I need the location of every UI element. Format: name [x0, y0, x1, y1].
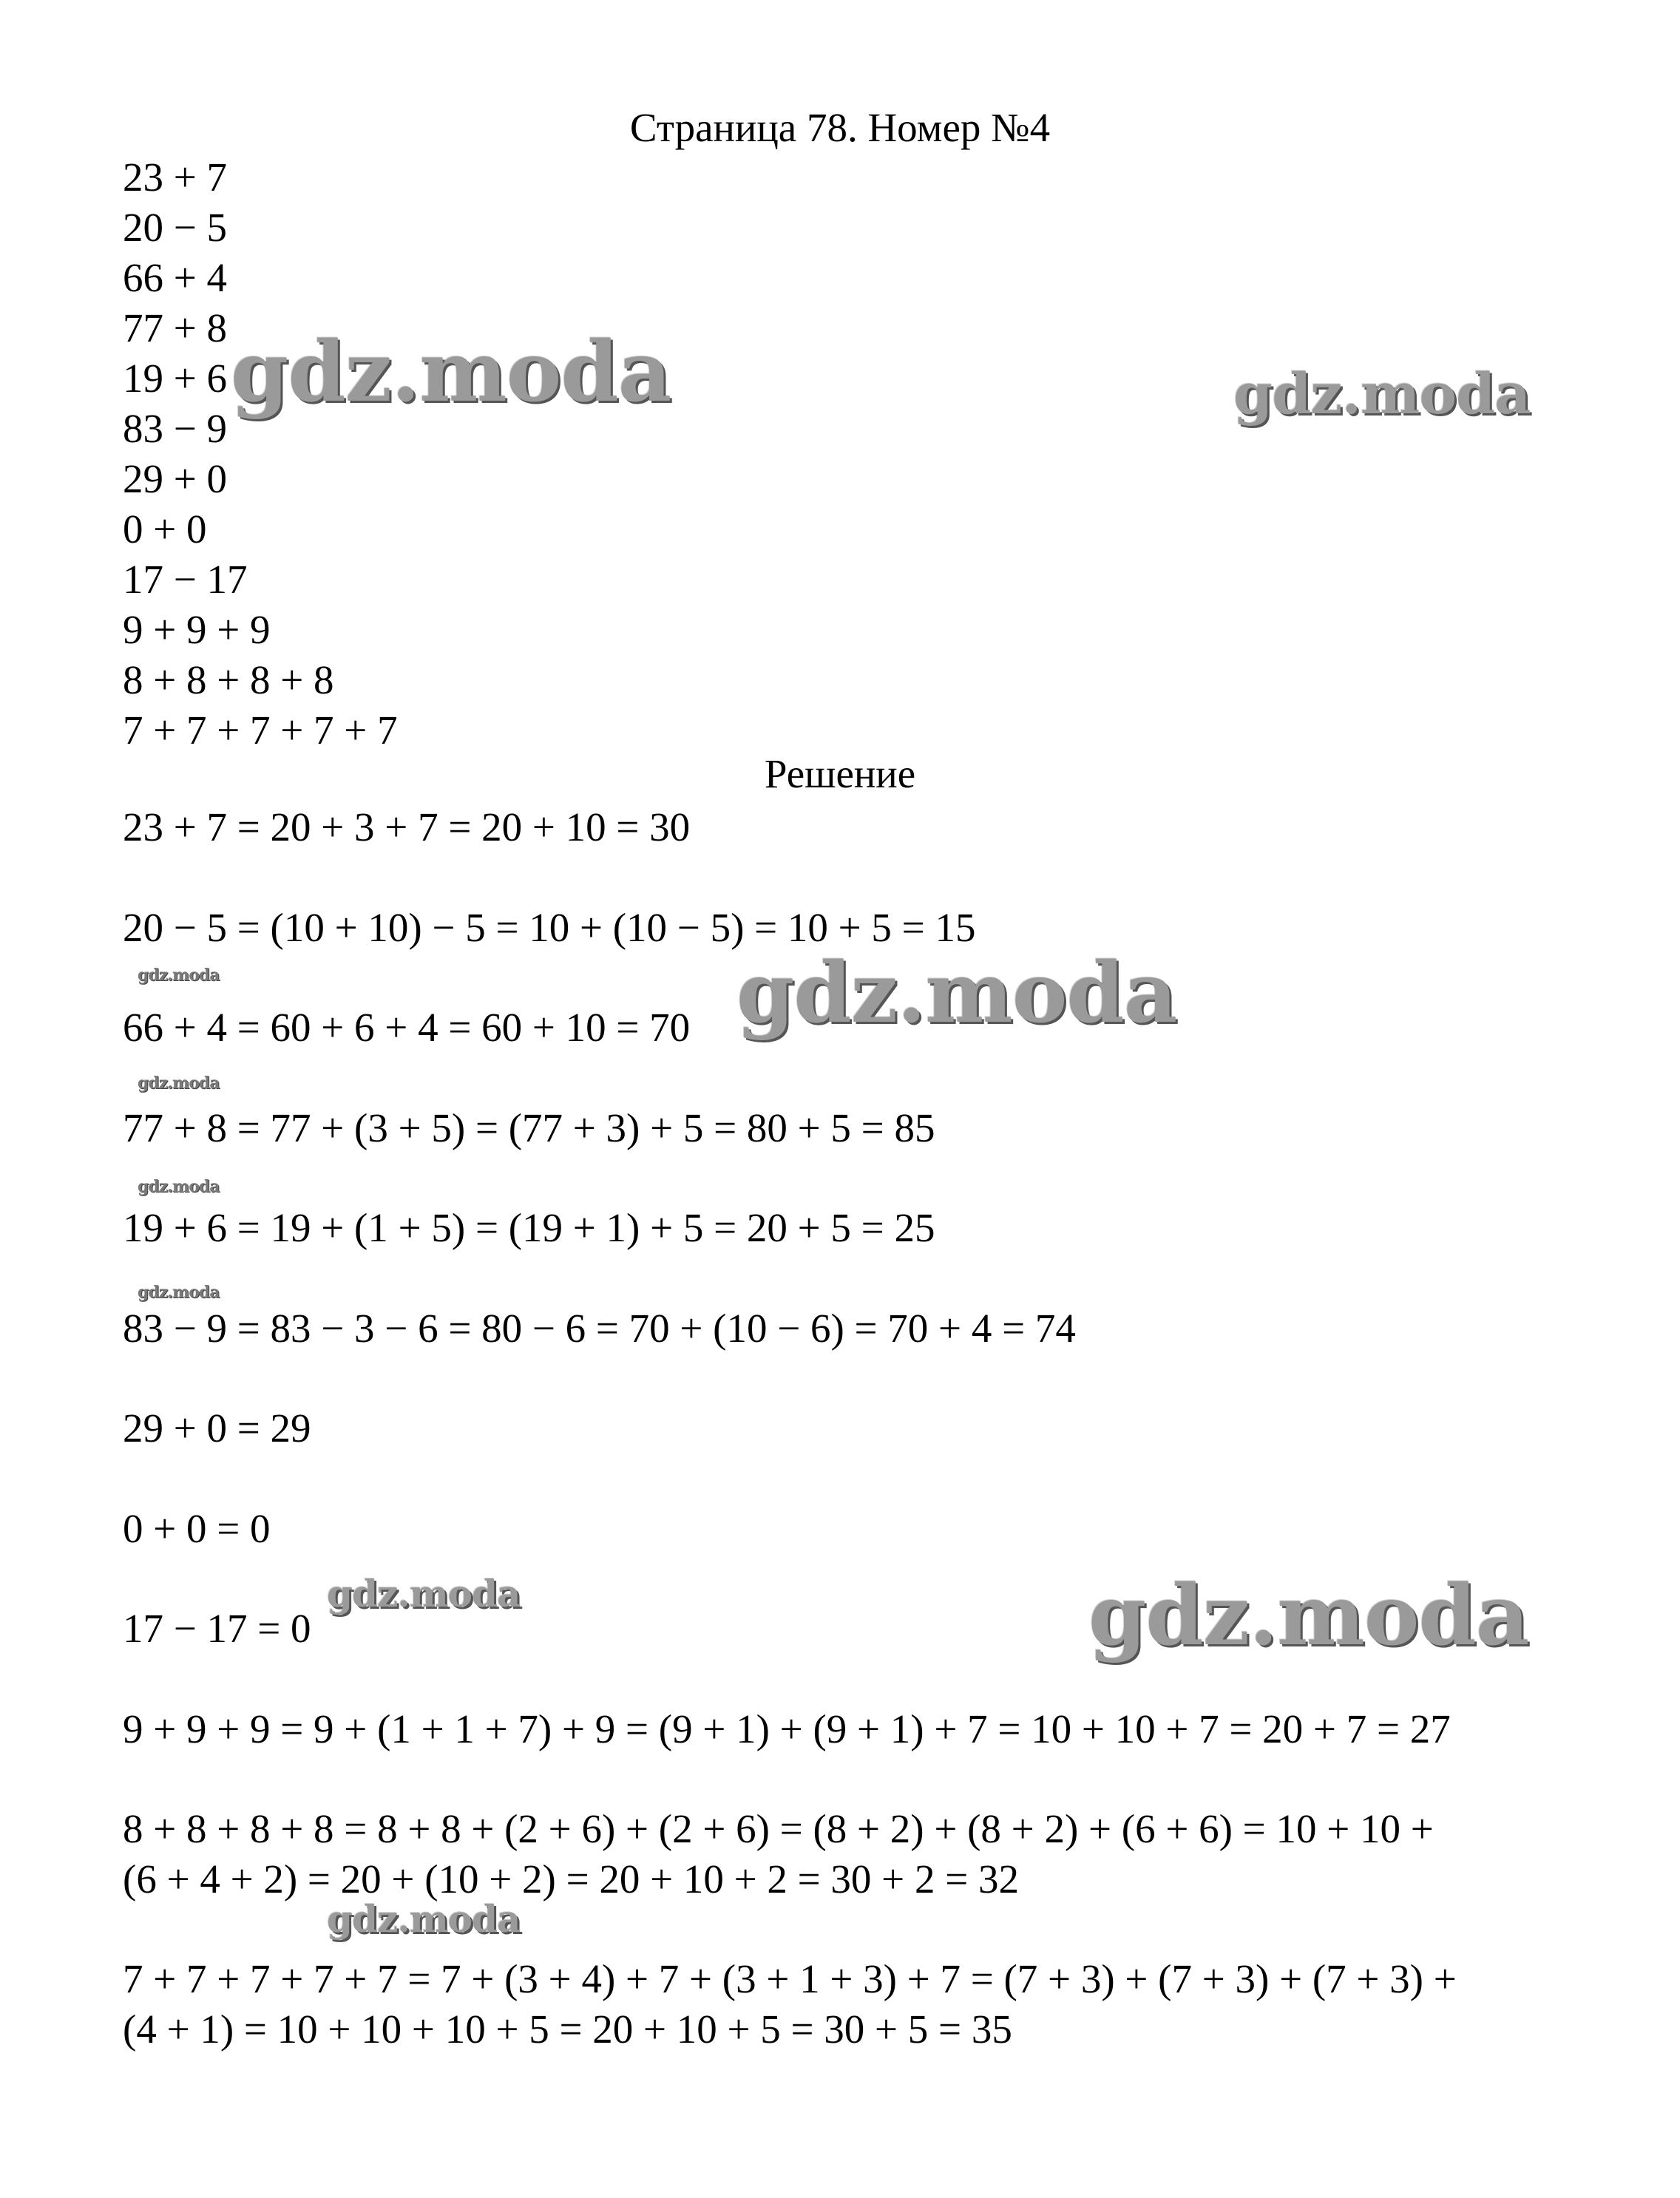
- solution-line-8: 0 + 0 = 0: [123, 1506, 271, 1551]
- page-title: Страница 78. Номер №4: [629, 105, 1051, 150]
- solution-line-7: 29 + 0 = 29: [123, 1405, 311, 1451]
- solution-line-14: (4 + 1) = 10 + 10 + 10 + 5 = 20 + 10 + 5 = 30 + 5 = 35: [123, 2007, 1012, 2052]
- watermark-logo: gdz.moda: [138, 1177, 220, 1196]
- watermark-logo: gdz.moda: [138, 1073, 220, 1093]
- solution-line-6: 83 − 9 = 83 − 3 − 6 = 80 − 6 = 70 + (10 − 6) = 70 + 4 = 74: [123, 1306, 1076, 1351]
- solution-line-13: 7 + 7 + 7 + 7 + 7 = 7 + (3 + 4) + 7 + (3 + 1 + 3) + 7 = (7 + 3) + (7 + 3) + (7 + 3) +: [123, 1956, 1457, 2001]
- watermark-logo: gdz.moda: [736, 945, 1177, 1042]
- task-line-4: 77 + 8: [123, 305, 228, 350]
- solution-line-5: 19 + 6 = 19 + (1 + 5) = (19 + 1) + 5 = 20 + 5 = 25: [123, 1205, 935, 1250]
- watermark-logo: gdz.moda: [327, 1572, 521, 1615]
- watermark-logo: gdz.moda: [231, 324, 671, 421]
- solution-line-4: 77 + 8 = 77 + (3 + 5) = (77 + 3) + 5 = 80 + 5 = 85: [123, 1105, 935, 1150]
- solution-heading: Решение: [764, 751, 916, 796]
- task-line-9: 17 − 17: [123, 557, 248, 602]
- solution-line-9: 17 − 17 = 0: [123, 1606, 311, 1651]
- solution-line-12: (6 + 4 + 2) = 20 + (10 + 2) = 20 + 10 + 2 = 30 + 2 = 32: [123, 1856, 1019, 1902]
- task-line-10: 9 + 9 + 9: [123, 607, 271, 652]
- solution-line-2: 20 − 5 = (10 + 10) − 5 = 10 + (10 − 5) = 10 + 5 = 15: [123, 905, 976, 950]
- watermark-logo: gdz.moda: [327, 1897, 521, 1941]
- solution-line-10: 9 + 9 + 9 = 9 + (1 + 1 + 7) + 9 = (9 + 1) + (9 + 1) + 7 = 10 + 10 + 7 = 20 + 7 = 27: [123, 1706, 1451, 1751]
- task-line-7: 29 + 0: [123, 456, 228, 501]
- task-line-12: 7 + 7 + 7 + 7 + 7: [123, 708, 398, 753]
- watermark-logo: gdz.moda: [138, 966, 220, 985]
- solution-line-3: 66 + 4 = 60 + 6 + 4 = 60 + 10 = 70: [123, 1005, 691, 1050]
- task-line-3: 66 + 4: [123, 255, 228, 300]
- watermark-logo: gdz.moda: [138, 1283, 220, 1302]
- solution-line-11: 8 + 8 + 8 + 8 = 8 + 8 + (2 + 6) + (2 + 6) = (8 + 2) + (8 + 2) + (6 + 6) = 10 + 10 +: [123, 1806, 1434, 1851]
- task-line-5: 19 + 6: [123, 356, 228, 401]
- task-line-2: 20 − 5: [123, 205, 228, 250]
- task-line-8: 0 + 0: [123, 506, 207, 552]
- solution-line-1: 23 + 7 = 20 + 3 + 7 = 20 + 10 = 30: [123, 804, 691, 849]
- task-line-1: 23 + 7: [123, 155, 228, 200]
- task-line-11: 8 + 8 + 8 + 8: [123, 657, 334, 702]
- watermark-logo: gdz.moda: [1088, 1567, 1529, 1664]
- watermark-logo: gdz.moda: [1233, 361, 1531, 427]
- task-line-6: 83 − 9: [123, 406, 228, 451]
